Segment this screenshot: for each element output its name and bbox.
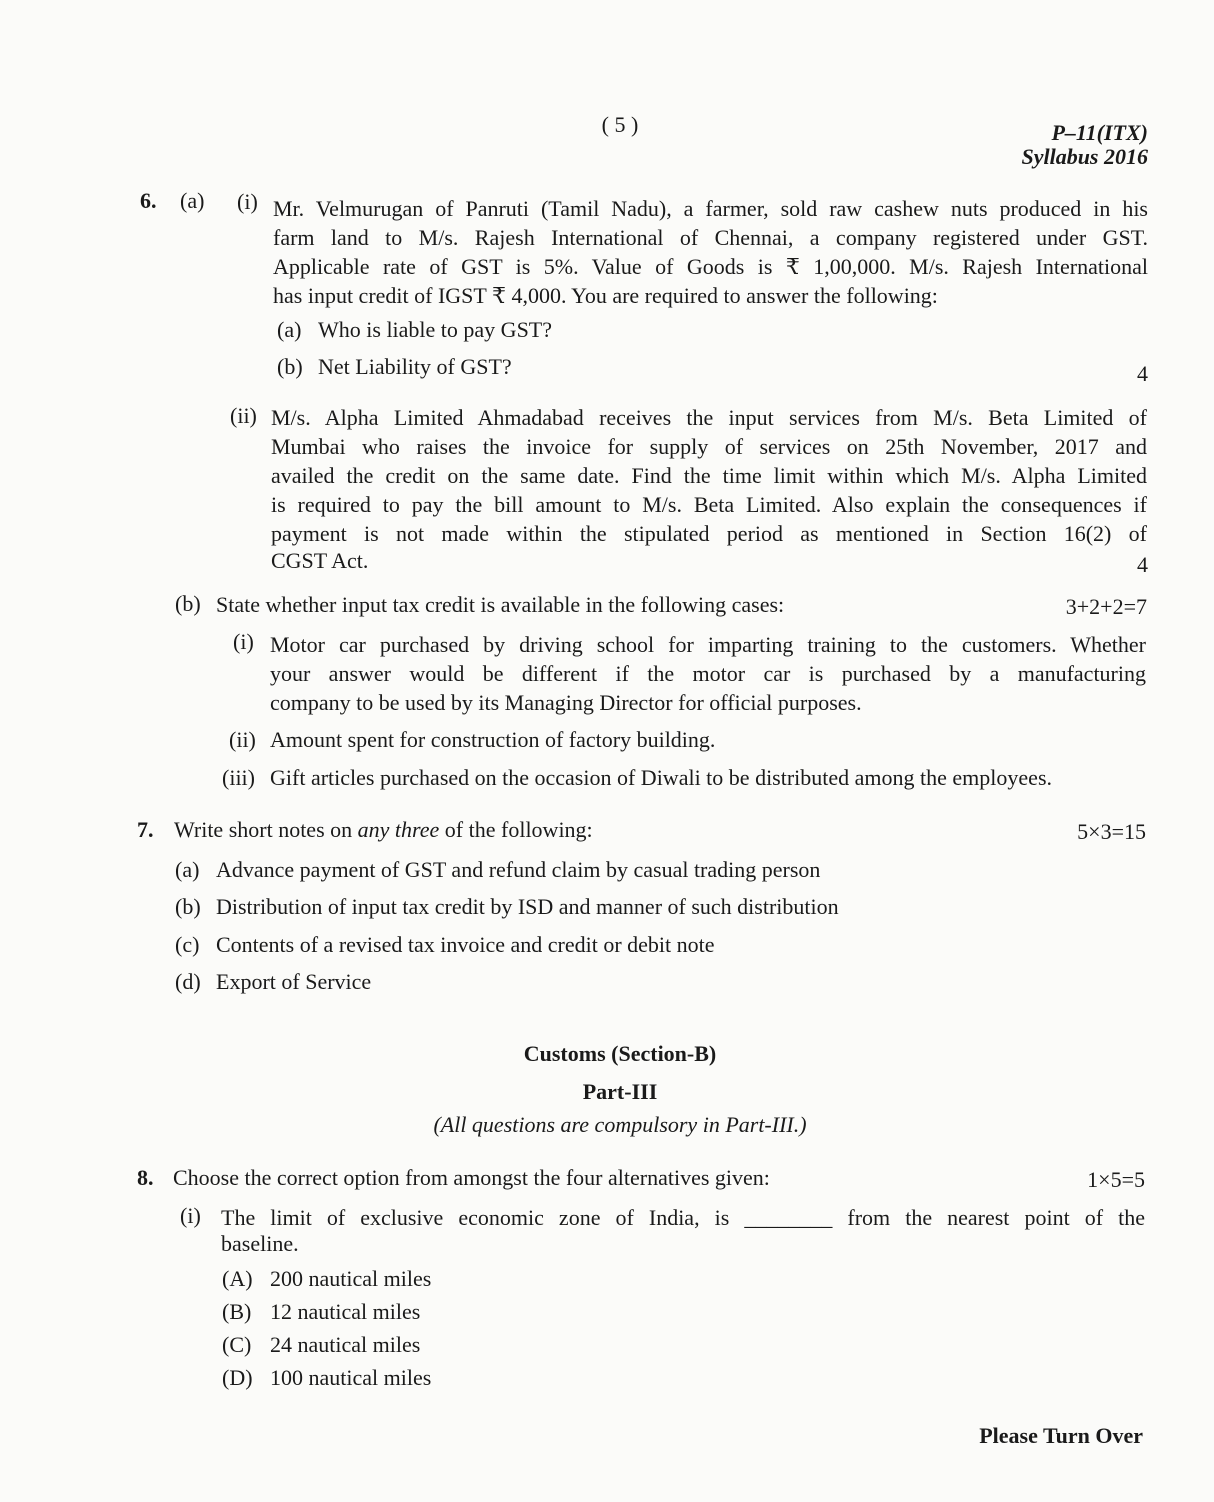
q7-item-text: Export of Service (216, 969, 372, 994)
q7-text: Write short notes on any three of the following: (174, 817, 593, 842)
q8-option-label: (A) (222, 1266, 253, 1291)
q6a-i-line: Applicable rate of GST is 5%. Value of Goods is ₹ 1,00,000. M/s. Rajesh International (273, 254, 1148, 279)
q7-item-label: (d) (175, 969, 201, 994)
q6b-item-label: (iii) (222, 765, 255, 790)
q6a-ii-line: is required to pay the bill amount to M/s. Beta Limited. Also explain the consequences if (271, 492, 1147, 517)
q6a-i-line: farm land to M/s. Rajesh International of Chennai, a company registered under GST. (273, 225, 1148, 250)
q7-item-text: Contents of a revised tax invoice and credit or debit note (216, 932, 715, 957)
q6b-item-line: your answer would be different if the motor car is purchased by a manufacturing (270, 661, 1146, 686)
q8-i-label: (i) (180, 1203, 201, 1228)
q8-option-label: (B) (222, 1299, 252, 1324)
q6b-item-label: (ii) (229, 727, 256, 752)
paper-code: P–11(ITX) (1051, 120, 1148, 145)
page-number: ( 5 ) (601, 112, 639, 137)
q6a-ii-marks: 4 (1137, 552, 1148, 577)
part-note: (All questions are compulsory in Part-III.) (433, 1112, 807, 1137)
question-number-7: 7. (137, 817, 154, 842)
q6b-item-line: company to be used by its Managing Director for official purposes. (270, 690, 862, 715)
q6b-item-label: (i) (233, 629, 254, 654)
q7-marks: 5×3=15 (1077, 819, 1146, 844)
q8-option-text: 24 nautical miles (270, 1332, 421, 1357)
section-title: Customs (Section-B) (523, 1041, 717, 1066)
q7-item-text: Advance payment of GST and refund claim by casual trading person (216, 857, 821, 882)
q6a-i-label: (i) (237, 189, 258, 214)
q8-option-text: 200 nautical miles (270, 1266, 432, 1291)
q6a-ii-line: payment is not made within the stipulated period as mentioned in Section 16(2) of (271, 521, 1147, 546)
q6a-i-sub-text: Who is liable to pay GST? (318, 317, 553, 342)
q8-option-label: (D) (222, 1365, 253, 1390)
q7-emphasis: any three (357, 817, 440, 842)
q6a-ii-line: Mumbai who raises the invoice for supply of services on 25th November, 2017 and (271, 434, 1147, 459)
syllabus-year: Syllabus 2016 (1021, 144, 1148, 169)
q8-option-text: 100 nautical miles (270, 1365, 432, 1390)
q6-part-b-label: (b) (175, 591, 201, 616)
q6-part-a-label: (a) (180, 188, 205, 213)
q6a-i-line: has input credit of IGST ₹ 4,000. You are required to answer the following: (273, 283, 938, 308)
q8-i-line: The limit of exclusive economic zone of India, is ________ from the nearest point of the (221, 1205, 1145, 1230)
q8-option-label: (C) (222, 1332, 252, 1357)
q6b-item-line: Amount spent for construction of factory building. (270, 727, 716, 752)
q8-option-text: 12 nautical miles (270, 1299, 421, 1324)
q6a-ii-line: availed the credit on the same date. Find the time limit within which M/s. Alpha Limited (271, 463, 1147, 488)
q6b-marks: 3+2+2=7 (1065, 594, 1147, 619)
question-number-6: 6. (140, 188, 157, 213)
part-title: Part-III (582, 1079, 658, 1104)
q6b-item-line: Motor car purchased by driving school for imparting training to the customers. Whether (270, 632, 1146, 657)
q7-item-label: (c) (175, 932, 200, 957)
q6a-i-sub-label: (b) (277, 354, 303, 379)
q7-item-text: Distribution of input tax credit by ISD and manner of such distribution (216, 894, 839, 919)
q7-item-label: (a) (175, 857, 200, 882)
question-number-8: 8. (137, 1165, 154, 1190)
q6b-item-line: Gift articles purchased on the occasion of Diwali to be distributed among the employees. (270, 765, 1052, 790)
q6a-i-line: Mr. Velmurugan of Panruti (Tamil Nadu), a farmer, sold raw cashew nuts produced in his (273, 196, 1148, 221)
q6a-ii-line: M/s. Alpha Limited Ahmadabad receives the input services from M/s. Beta Limited of (271, 405, 1147, 430)
q6a-ii-label: (ii) (230, 403, 257, 428)
q8-i-line: baseline. (221, 1231, 299, 1256)
q8-marks: 1×5=5 (1087, 1167, 1145, 1192)
q6a-i-sub-text: Net Liability of GST? (318, 354, 512, 379)
please-turn-over: Please Turn Over (979, 1423, 1143, 1448)
q6a-i-sub-label: (a) (277, 317, 302, 342)
q6a-i-marks: 4 (1137, 361, 1148, 386)
q7-item-label: (b) (175, 894, 201, 919)
q6b-text: State whether input tax credit is available in the following cases: (216, 592, 785, 617)
q8-text: Choose the correct option from amongst the four alternatives given: (173, 1165, 770, 1190)
q6a-ii-line: CGST Act. (271, 548, 369, 573)
